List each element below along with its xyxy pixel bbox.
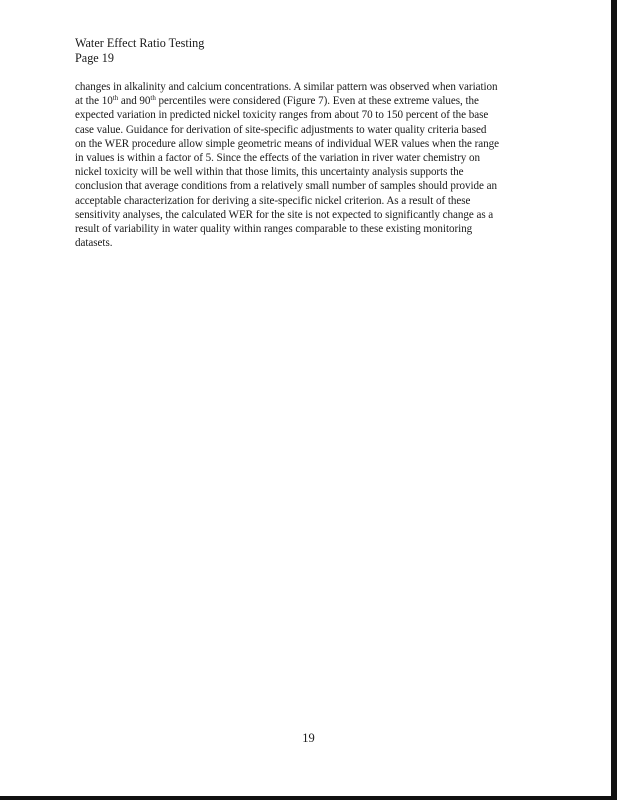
- paragraph-line: conclusion that average conditions from a relatively small number of samples should provide an: [75, 180, 497, 193]
- paragraph-line: result of variability in water quality within ranges comparable to these existing monitoring: [75, 223, 473, 236]
- paragraph-line: on the WER procedure allow simple geometric means of individual WER values when the range: [75, 137, 499, 150]
- paragraph-line: in values is within a factor of 5. Since the effects of the variation in river water chemistry on: [75, 152, 480, 165]
- paragraph-line: [75, 94, 557, 108]
- text-run: percentiles were considered (Figure 7). Even at these extreme values, the: [155, 95, 479, 108]
- paragraph-line: expected variation in predicted nickel toxicity ranges from about 70 to 150 percent of the base: [75, 109, 489, 122]
- scan-edge-right: [611, 0, 617, 800]
- paragraph-line: datasets.: [75, 237, 113, 250]
- scan-edge-bottom: [0, 796, 617, 800]
- page-number: 19: [302, 731, 315, 745]
- superscript: th: [112, 94, 119, 103]
- page-header: [75, 36, 204, 66]
- body-paragraph: [75, 80, 557, 250]
- text-run: at the 10: [75, 95, 113, 108]
- document-title: Water Effect Ratio Testing: [75, 36, 205, 50]
- paragraph-line: sensitivity analyses, the calculated WER for the site is not expected to significantly change as a: [75, 208, 494, 221]
- paragraph-line: changes in alkalinity and calcium concentrations. A similar pattern was observed when variation: [75, 81, 498, 93]
- superscript: th: [150, 94, 156, 103]
- paragraph-line: acceptable characterization for deriving a site-specific nickel criterion. As a result of these: [75, 194, 471, 207]
- text-run: and 90: [118, 95, 151, 108]
- paragraph-line: case value. Guidance for derivation of site-specific adjustments to water quality criteria based: [75, 123, 487, 136]
- paragraph-line: nickel toxicity will be well within that those limits, this uncertainty analysis supports the: [75, 166, 464, 179]
- page-label: Page 19: [75, 51, 114, 65]
